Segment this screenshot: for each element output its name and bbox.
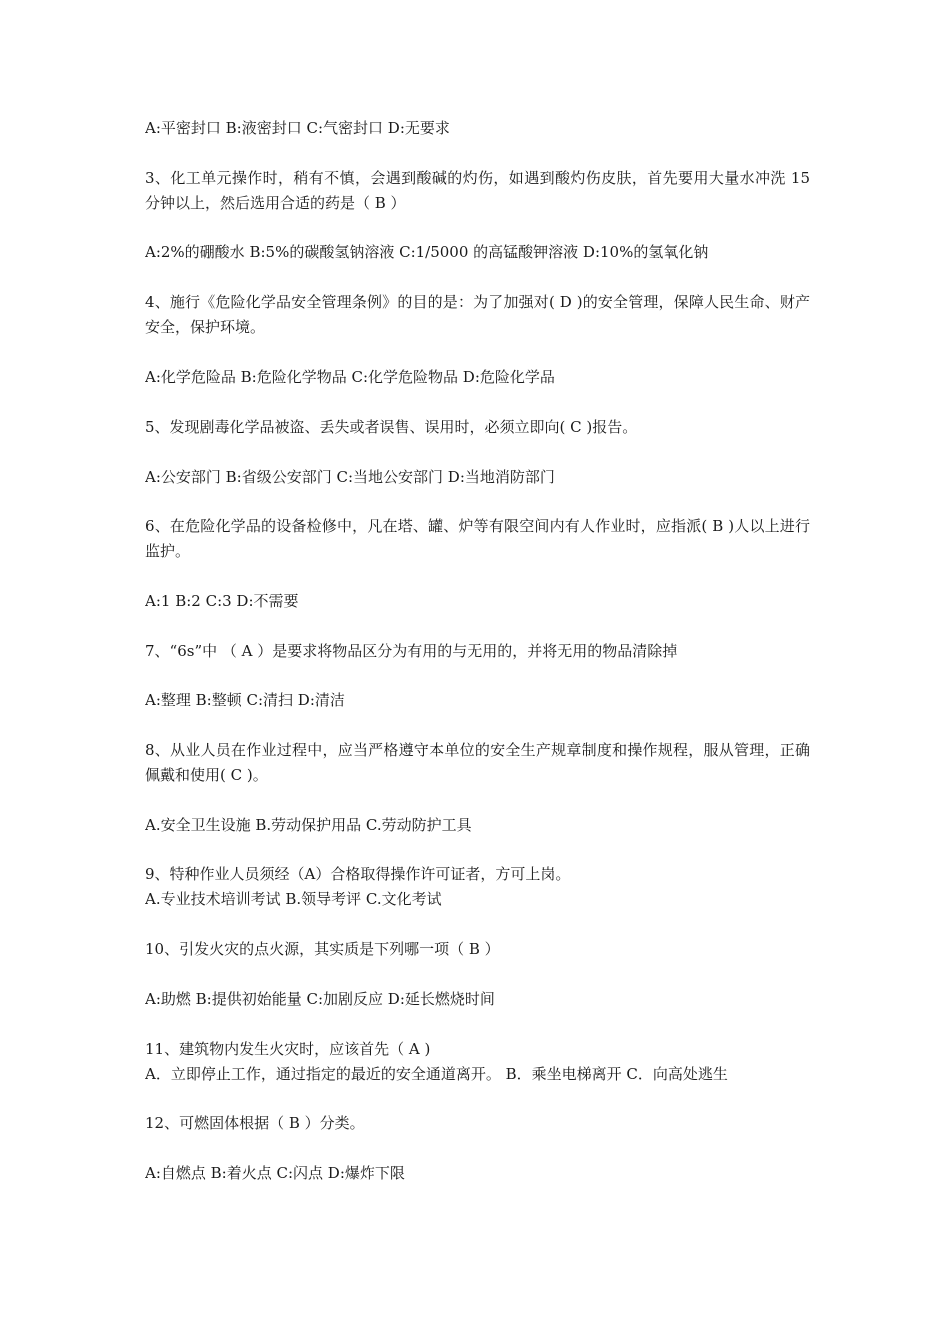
answer-options-7: A:整理 B:整顿 C:清扫 D:清洁 — [145, 691, 345, 709]
answer-options-10: A:助燃 B:提供初始能量 C:加剧反应 D:延长燃烧时间 — [145, 990, 495, 1008]
question-3: 3、化工单元操作时，稍有不慎，会遇到酸碱的灼伤，如遇到酸灼伤皮肤，首先要用大量水冲洗 15 分钟以上，然后选用合适的药是（ B ） — [145, 169, 810, 212]
answer-options-9: A.专业技术培训考试 B.领导考评 C.文化考试 — [145, 890, 442, 908]
answer-options-8: A.安全卫生设施 B.劳动保护用品 C.劳动防护工具 — [145, 816, 472, 834]
answer-options-6: A:1 B:2 C:3 D:不需要 — [145, 592, 299, 610]
question-8: 8、从业人员在作业过程中，应当严格遵守本单位的安全生产规章制度和操作规程，服从管理，正确佩戴和使用( C )。 — [145, 741, 810, 784]
answer-options-11: A．立即停止工作，通过指定的最近的安全通道离开。 B．乘坐电梯离开 C．向高处逃生 — [145, 1065, 728, 1083]
answer-options-12: A:自燃点 B:着火点 C:闪点 D:爆炸下限 — [145, 1164, 405, 1182]
question-5: 5、发现剧毒化学品被盗、丢失或者误售、误用时，必须立即向( C )报告。 — [145, 418, 638, 436]
question-11: 11、建筑物内发生火灾时，应该首先（ A ) — [145, 1040, 431, 1058]
question-10: 10、引发火灾的点火源，其实质是下列哪一项（ B ） — [145, 940, 500, 958]
question-6: 6、在危险化学品的设备检修中，凡在塔、罐、炉等有限空间内有人作业时，应指派( B )人以上进行监护。 — [145, 517, 810, 560]
answer-options-2: A:平密封口 B:液密封口 C:气密封口 D:无要求 — [145, 119, 450, 137]
question-9: 9、特种作业人员须经（A）合格取得操作许可证者，方可上岗。 — [145, 865, 571, 883]
question-12: 12、可燃固体根据（ B ）分类。 — [145, 1114, 365, 1132]
answer-options-5: A:公安部门 B:省级公安部门 C:当地公安部门 D:当地消防部门 — [145, 468, 555, 486]
answer-options-4: A:化学危险品 B:危险化学物品 C:化学危险物品 D:危险化学品 — [145, 368, 555, 386]
question-4: 4、施行《危险化学品安全管理条例》的目的是：为了加强对( D )的安全管理，保障人民生命、财产安全，保护环境。 — [145, 293, 810, 336]
answer-options-3: A:2%的硼酸水 B:5%的碳酸氢钠溶液 C:1/5000 的高锰酸钾溶液 D:10%的氢氧化钠 — [145, 243, 709, 261]
question-7: 7、“6s”中 （ A ）是要求将物品区分为有用的与无用的，并将无用的物品清除掉 — [145, 642, 678, 660]
